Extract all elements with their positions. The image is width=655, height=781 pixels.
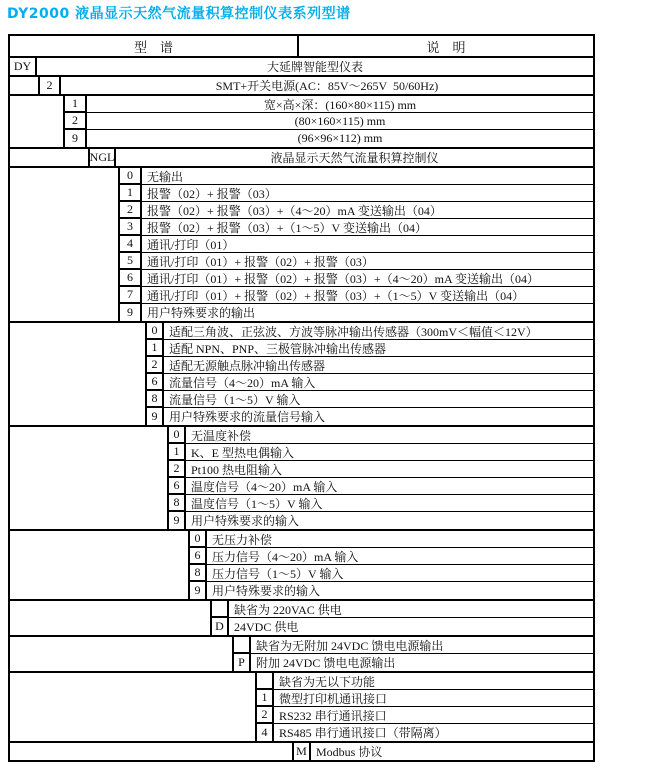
- code-cell: 8: [188, 565, 207, 582]
- desc-cell: 压力信号（4～20）mA 输入: [207, 548, 593, 565]
- stair-cell: [10, 707, 255, 724]
- stair-cell: [10, 113, 63, 130]
- desc-cell: 流量信号（4～20）mA 输入: [164, 374, 593, 391]
- code-cell: 2: [167, 461, 186, 478]
- table-row: [10, 444, 593, 461]
- code-cell: 1: [145, 340, 164, 357]
- table-row: [10, 565, 593, 582]
- desc-cell: 液晶显示天然气流量积算控制仪: [270, 151, 439, 165]
- stair-cell: [10, 548, 188, 565]
- code-cell: 9: [118, 304, 142, 321]
- table-row: [10, 707, 593, 724]
- table-row: [10, 340, 593, 357]
- code-cell: NGL: [89, 150, 115, 164]
- desc-cell: 用户特殊要求的输出: [147, 306, 256, 320]
- code-cell: 4: [255, 724, 274, 741]
- code-cell: [255, 673, 274, 690]
- desc-cell: 大延牌智能型仪表: [266, 60, 363, 74]
- stair-cell: [10, 77, 38, 94]
- stair-cell: [10, 270, 118, 287]
- desc-cell: 报警（02）+ 报警（03）+（4～20）mA 变送输出（04）: [142, 202, 593, 219]
- desc-cell: 报警（02）+ 报警（03）: [142, 185, 593, 202]
- desc-cell: 温度信号（1～5）V 输入: [186, 495, 593, 512]
- table-row: [10, 77, 593, 94]
- stair-cell: [10, 565, 188, 582]
- section-flow-signal-input: [10, 323, 593, 427]
- table-row: [10, 408, 593, 425]
- desc-cell: 温度信号（4～20）mA 输入: [186, 478, 593, 495]
- table-row: [10, 391, 593, 408]
- desc-cell: Pt100 热电阻输入: [186, 461, 593, 478]
- stair-cell: [10, 743, 292, 760]
- stair-cell: [10, 287, 118, 304]
- desc-cell: 微型打印机通讯接口: [274, 690, 593, 707]
- code-cell: 2: [118, 202, 142, 219]
- code-cell: 1: [255, 690, 274, 707]
- code-cell: 0: [145, 323, 164, 340]
- code-cell: 4: [118, 236, 142, 253]
- code-cell: D: [210, 618, 229, 635]
- desc-cell: 流量信号（1～5）V 输入: [164, 391, 593, 408]
- desc-cell: 通讯/打印（01）+ 报警（02）+ 报警（03）: [142, 253, 593, 270]
- code-cell: [210, 601, 229, 618]
- table-header-row: [10, 36, 593, 56]
- code-cell: 6: [167, 478, 186, 495]
- table-row: [10, 724, 593, 741]
- code-cell: 7: [118, 287, 142, 304]
- code-cell: 0: [167, 427, 186, 444]
- code-cell: 6: [188, 548, 207, 565]
- table-row: [10, 357, 593, 374]
- section-power-supply: [10, 77, 593, 96]
- table-row: [10, 96, 593, 113]
- stair-cell: [10, 618, 210, 635]
- stair-cell: [10, 130, 63, 147]
- desc-cell: 压力信号（1～5）V 输入: [207, 565, 593, 582]
- section-case-size: [10, 96, 593, 149]
- section-instrument-type: [10, 149, 593, 168]
- stair-cell: [10, 724, 255, 741]
- desc-cell: 宽×高×深：(160×80×115) mm: [87, 96, 593, 113]
- stair-cell: [10, 374, 145, 391]
- table-row: [10, 427, 593, 444]
- desc-cell: (80×160×115) mm: [87, 113, 593, 130]
- desc-cell: 附加 24VDC 馈电电源输出: [256, 656, 396, 670]
- desc-cell: 通讯/打印（01）: [142, 236, 593, 253]
- header-cell-type-spectrum: 型 谱: [10, 36, 299, 56]
- table-row: [10, 548, 593, 565]
- section-feed-power-output: [10, 637, 593, 673]
- code-cell: 2: [38, 77, 61, 94]
- code-cell: 2: [145, 357, 164, 374]
- table-row: [10, 58, 593, 75]
- table-row: [10, 582, 593, 599]
- table-row: [10, 618, 593, 635]
- table-row: [10, 323, 593, 340]
- desc-cell: 用户特殊要求的输入: [212, 584, 321, 598]
- table-row: [10, 743, 593, 760]
- desc-cell: (96×96×112) mm: [297, 131, 383, 145]
- desc-cell: 通讯/打印（01）+ 报警（02）+ 报警（03）+（1～5）V 变送输出（04）: [142, 287, 593, 304]
- desc-cell: 适配 NPN、PNP、三极管脉冲输出传感器: [164, 340, 593, 357]
- desc-cell: 无温度补偿: [186, 427, 593, 444]
- code-cell: 9: [167, 512, 186, 529]
- table-row: [10, 113, 593, 130]
- table-row: [10, 130, 593, 147]
- code-cell: 0: [118, 168, 142, 185]
- desc-cell: 报警（02）+ 报警（03）+（1～5）V 变送输出（04）: [142, 219, 593, 236]
- code-cell: 9: [63, 130, 87, 147]
- code-cell: 9: [188, 582, 207, 599]
- table-row: [10, 149, 593, 166]
- stair-cell: [10, 202, 118, 219]
- desc-cell: 用户特殊要求的输入: [191, 514, 300, 528]
- desc-cell: 无压力补偿: [207, 531, 593, 548]
- stair-cell: [10, 236, 118, 253]
- stair-cell: [10, 654, 232, 671]
- stair-cell: [10, 427, 167, 444]
- table-header-section: [10, 36, 593, 58]
- section-pressure-input: [10, 531, 593, 601]
- code-cell: 2: [255, 707, 274, 724]
- table-row: [10, 168, 593, 185]
- stair-cell: [10, 96, 63, 113]
- section-temperature-input: [10, 427, 593, 531]
- stair-cell: [10, 673, 255, 690]
- stair-cell: [10, 582, 188, 599]
- stair-cell: [10, 253, 118, 270]
- stair-cell: [10, 690, 255, 707]
- stair-cell: [10, 444, 167, 461]
- table-row: [10, 601, 593, 618]
- code-cell: 1: [167, 444, 186, 461]
- desc-cell: 用户特殊要求的流量信号输入: [169, 410, 326, 424]
- stair-cell: [10, 408, 145, 425]
- desc-cell: 缺省为无附加 24VDC 馈电电源输出: [251, 637, 593, 654]
- section-brand: [10, 58, 593, 77]
- stair-cell: [10, 168, 118, 185]
- desc-cell: K、E 型热电偶输入: [186, 444, 593, 461]
- table-row: [10, 253, 593, 270]
- code-cell: DY: [10, 58, 37, 75]
- stair-cell: [10, 512, 167, 529]
- code-cell: 3: [118, 219, 142, 236]
- stair-cell: [10, 340, 145, 357]
- stair-cell: [10, 149, 88, 166]
- table-row: [10, 287, 593, 304]
- table-row: [10, 512, 593, 529]
- desc-cell: RS485 串行通讯接口（带隔离）: [279, 726, 447, 740]
- table-row: [10, 185, 593, 202]
- table-row: [10, 495, 593, 512]
- stair-cell: [10, 601, 210, 618]
- stair-cell: [10, 478, 167, 495]
- desc-cell: Modbus 协议: [316, 745, 383, 759]
- table-row: [10, 673, 593, 690]
- code-cell: [232, 637, 251, 654]
- code-cell: 8: [167, 495, 186, 512]
- table-row: [10, 531, 593, 548]
- code-cell: 5: [118, 253, 142, 270]
- section-protocol: [10, 743, 593, 760]
- header-cell-description: 说 明: [426, 39, 466, 55]
- stair-cell: [10, 304, 118, 321]
- table-row: [10, 270, 593, 287]
- code-cell: 6: [145, 374, 164, 391]
- code-cell: 9: [145, 408, 164, 425]
- table-row: [10, 654, 593, 671]
- code-cell: 1: [63, 96, 87, 113]
- desc-cell: 无输出: [142, 168, 593, 185]
- desc-cell: 适配三角波、正弦波、方波等脉冲输出传感器（300mV＜幅值＜12V）: [164, 323, 593, 340]
- stair-cell: [10, 461, 167, 478]
- desc-cell: 缺省为 220VAC 供电: [229, 601, 593, 618]
- stair-cell: [10, 495, 167, 512]
- stair-cell: [10, 531, 188, 548]
- table-row: [10, 637, 593, 654]
- stair-cell: [10, 391, 145, 408]
- stair-cell: [10, 323, 145, 340]
- desc-cell: RS232 串行通讯接口: [274, 707, 593, 724]
- section-output-options: [10, 168, 593, 323]
- code-cell: 2: [63, 113, 87, 130]
- table-row: [10, 202, 593, 219]
- desc-cell: SMT+开关电源(AC：85V～265V 50/60Hz): [215, 79, 439, 93]
- table-row: [10, 236, 593, 253]
- table-row: [10, 478, 593, 495]
- section-supply-voltage: [10, 601, 593, 637]
- desc-cell: 24VDC 供电: [234, 620, 299, 634]
- stair-cell: [10, 219, 118, 236]
- page-title: DY2000 液晶显示天然气流量积算控制仪表系列型谱: [7, 6, 351, 22]
- table-row: [10, 304, 593, 321]
- desc-cell: 适配无源触点脉冲输出传感器: [164, 357, 593, 374]
- stair-cell: [10, 357, 145, 374]
- table-row: [10, 219, 593, 236]
- code-cell: 6: [118, 270, 142, 287]
- desc-cell: 通讯/打印（01）+ 报警（02）+ 报警（03）+（4～20）mA 变送输出（04）: [142, 270, 593, 287]
- section-comm-interface: [10, 673, 593, 743]
- code-cell: 8: [145, 391, 164, 408]
- stair-cell: [10, 637, 232, 654]
- table-row: [10, 461, 593, 478]
- code-cell: 0: [188, 531, 207, 548]
- code-cell: P: [232, 654, 251, 671]
- code-cell: M: [292, 743, 311, 760]
- code-cell: 1: [118, 185, 142, 202]
- desc-cell: 缺省为无以下功能: [274, 673, 593, 690]
- model-spectrum-table: [8, 34, 595, 762]
- table-row: [10, 690, 593, 707]
- stair-cell: [10, 185, 118, 202]
- table-row: [10, 374, 593, 391]
